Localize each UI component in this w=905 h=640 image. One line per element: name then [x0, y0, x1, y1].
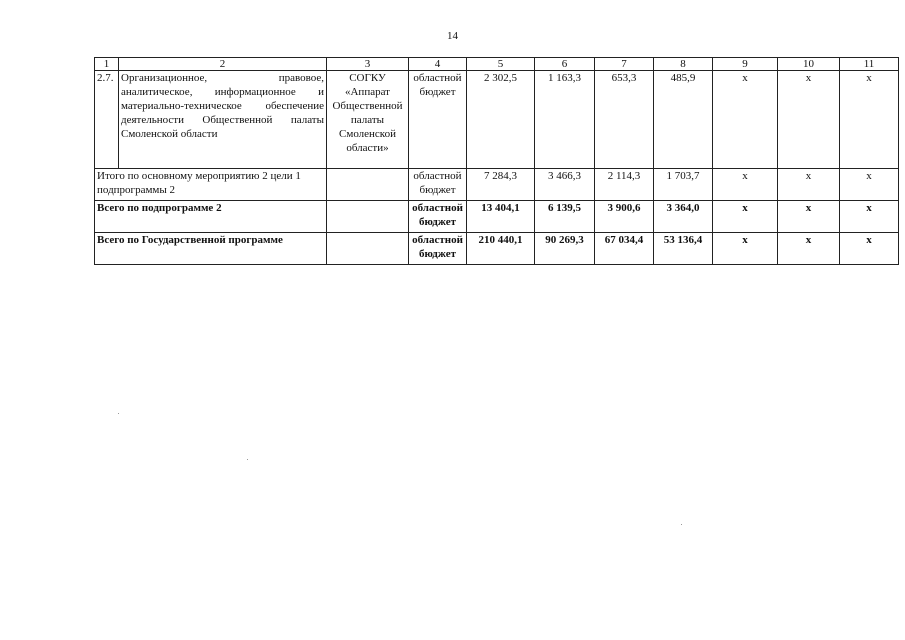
value-col-10: х: [778, 71, 840, 169]
value-total: 210 440,1: [467, 233, 535, 265]
table-row: [95, 169, 899, 201]
funding-source: областной бюджет: [409, 169, 467, 201]
value-year-2: 2 114,3: [595, 169, 654, 201]
value-col-11: х: [840, 71, 899, 169]
value-col-9: х: [713, 233, 778, 265]
table-row: [95, 233, 899, 265]
activity-name: Всего по Государственной программе: [95, 233, 327, 265]
value-year-1: 6 139,5: [535, 201, 595, 233]
column-header: 2: [119, 58, 327, 71]
executor: [327, 201, 409, 233]
value-total: 7 284,3: [467, 169, 535, 201]
value-year-3: 1 703,7: [654, 169, 713, 201]
value-year-2: 3 900,6: [595, 201, 654, 233]
activity-name: Итого по основному мероприятию 2 цели 1 подпрограммы 2: [95, 169, 327, 201]
value-col-9: х: [713, 169, 778, 201]
row-number: 2.7.: [95, 71, 119, 169]
value-year-2: 67 034,4: [595, 233, 654, 265]
column-header: 3: [327, 58, 409, 71]
table-row: [95, 201, 899, 233]
value-col-11: х: [840, 201, 899, 233]
executor: [327, 233, 409, 265]
value-col-10: х: [778, 169, 840, 201]
value-year-2: 653,3: [595, 71, 654, 169]
funding-source: областной бюджет: [409, 201, 467, 233]
value-col-9: х: [713, 201, 778, 233]
value-col-10: х: [778, 201, 840, 233]
table-row: [95, 71, 899, 169]
activity-name: Всего по подпрограмме 2: [95, 201, 327, 233]
value-year-1: 3 466,3: [535, 169, 595, 201]
value-year-1: 1 163,3: [535, 71, 595, 169]
value-col-10: х: [778, 233, 840, 265]
column-header: 1: [95, 58, 119, 71]
value-year-3: 3 364,0: [654, 201, 713, 233]
activity-name: Организационное, правовое, аналитическое, информационное и материально-техническое обеспечение деятельности Общественной палаты Смоленской области: [119, 71, 327, 169]
executor: [327, 169, 409, 201]
column-header: 8: [654, 58, 713, 71]
executor: СОГКУ «Аппарат Общественной палаты Смоленской области»: [327, 71, 409, 169]
column-number-row: [95, 58, 899, 71]
value-year-3: 485,9: [654, 71, 713, 169]
value-total: 2 302,5: [467, 71, 535, 169]
column-header: 4: [409, 58, 467, 71]
value-total: 13 404,1: [467, 201, 535, 233]
funding-source: областной бюджет: [409, 71, 467, 169]
column-header: 5: [467, 58, 535, 71]
scan-speck: [247, 459, 248, 460]
column-header: 10: [778, 58, 840, 71]
funding-source: областной бюджет: [409, 233, 467, 265]
page-number: 14: [447, 30, 458, 42]
value-year-3: 53 136,4: [654, 233, 713, 265]
program-table: [94, 57, 899, 265]
value-year-1: 90 269,3: [535, 233, 595, 265]
column-header: 11: [840, 58, 899, 71]
value-col-11: х: [840, 233, 899, 265]
column-header: 6: [535, 58, 595, 71]
column-header: 9: [713, 58, 778, 71]
column-header: 7: [595, 58, 654, 71]
value-col-11: х: [840, 169, 899, 201]
value-col-9: х: [713, 71, 778, 169]
scan-speck: [118, 413, 119, 414]
scan-speck: [681, 524, 682, 525]
